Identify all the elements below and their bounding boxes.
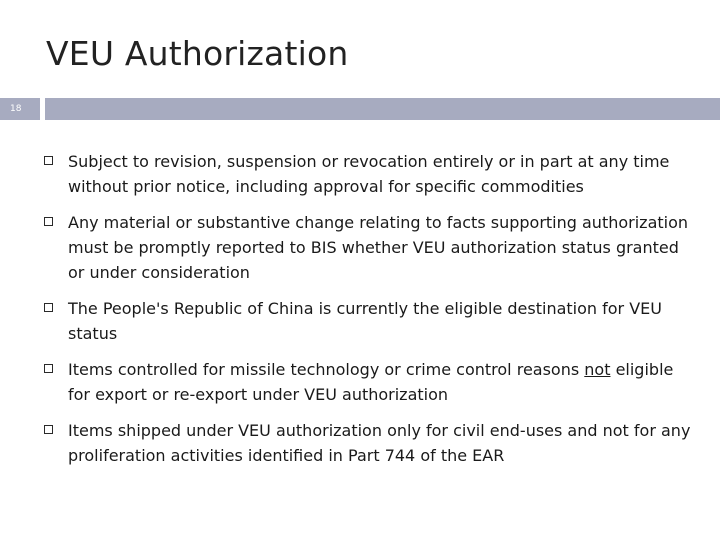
square-bullet-icon	[44, 425, 53, 434]
bullet-list	[44, 149, 694, 479]
underlined-emphasis: not	[584, 360, 611, 379]
bullet-item	[44, 296, 694, 346]
slide-number: 18	[0, 98, 40, 120]
bullet-text: Subject to revision, suspension or revocation entirely or in part at any time without prior notice, including approval for specific commodities	[68, 152, 670, 196]
bullet-item	[44, 357, 694, 407]
square-bullet-icon	[44, 303, 53, 312]
bullet-text: Items shipped under VEU authorization only for civil end-uses and not for any proliferation activities identified in Part 744 of the EAR	[68, 421, 691, 465]
slide-title: VEU Authorization	[46, 34, 349, 73]
bullet-item	[44, 210, 694, 285]
bullet-text: The People's Republic of China is currently the eligible destination for VEU status	[68, 299, 662, 343]
bullet-text-before: Items controlled for missile technology or crime control reasons	[68, 360, 585, 379]
square-bullet-icon	[44, 156, 53, 165]
bullet-item	[44, 149, 694, 199]
bullet-text: Any material or substantive change relating to facts supporting authorization must be promptly reported to BIS whether VEU authorization status granted or under consideration	[68, 213, 689, 282]
bullet-text-after: eligible for export or re-export under VEU authorization	[68, 360, 674, 404]
bullet-item	[44, 418, 694, 468]
square-bullet-icon	[44, 217, 53, 226]
square-bullet-icon	[44, 364, 53, 373]
header-rule-bar	[45, 98, 720, 120]
